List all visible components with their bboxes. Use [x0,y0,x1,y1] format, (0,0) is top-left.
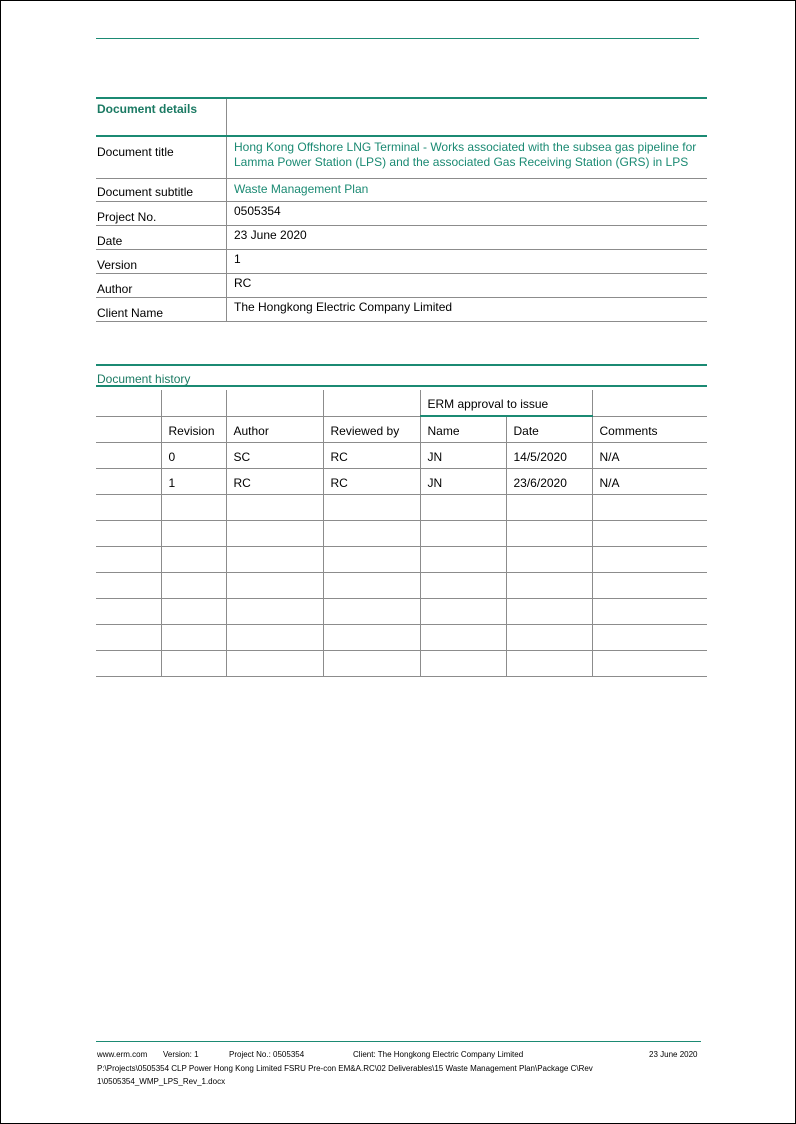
blank-cell [161,390,226,416]
project-no-label: Project No. [96,202,227,226]
empty-row [96,495,707,521]
history-group-header-row [96,390,707,416]
cell-name: JN [420,443,506,469]
cell-name: JN [420,469,506,495]
cell-author: SC [226,443,323,469]
document-subtitle-value: Waste Management Plan [227,179,708,202]
client-name-label: Client Name [96,298,227,322]
version-label: Version [96,250,227,274]
footer-version: Version: 1 [163,1050,199,1059]
col-reviewed-by: Reviewed by [323,416,420,443]
document-subtitle-label: Document subtitle [96,179,227,202]
document-details-table [96,97,707,322]
footer-project: Project No.: 0505354 [229,1050,305,1059]
empty-row [96,573,707,599]
history-column-header-row [96,416,707,443]
details-row [96,136,707,179]
version-value: 1 [227,250,708,274]
blank-cell [323,390,420,416]
cell-date: 14/5/2020 [506,443,592,469]
blank-cell [592,390,707,416]
details-header: Document details [96,98,227,136]
col-author: Author [226,416,323,443]
author-value: RC [227,274,708,298]
footer-website: www.erm.com [97,1050,148,1059]
cell-revision: 1 [161,469,226,495]
details-row [96,250,707,274]
date-value: 23 June 2020 [227,226,708,250]
blank-cell [96,416,161,443]
erm-approval-header: ERM approval to issue [420,390,592,416]
cell-author: RC [226,469,323,495]
empty-row [96,547,707,573]
document-history-table [96,390,707,677]
empty-row [96,651,707,677]
footer-date: 23 June 2020 [649,1050,698,1059]
details-row [96,298,707,322]
col-revision: Revision [161,416,226,443]
blank-cell [96,443,161,469]
empty-row [96,521,707,547]
document-title-label: Document title [96,136,227,179]
blank-cell [96,469,161,495]
footer-file-path-line1: P:\Projects\0505354 CLP Power Hong Kong Limited FSRU Pre-con EM&A.RC\02 Deliverables\15 Waste Management Plan\Package C\Rev [97,1064,593,1073]
client-name-value: The Hongkong Electric Company Limited [227,298,708,322]
details-row [96,226,707,250]
document-history-title: Document history [97,372,191,386]
document-title-value: Hong Kong Offshore LNG Terminal - Works associated with the subsea gas pipeline for Lamma Power Station (LPS) and the associated Gas Receiving Station (GRS) in LPS [227,136,708,179]
project-no-value: 0505354 [227,202,708,226]
blank-cell [96,390,161,416]
blank-cell [226,390,323,416]
cell-revision: 0 [161,443,226,469]
cell-comments: N/A [592,443,707,469]
table-row [96,443,707,469]
col-date: Date [506,416,592,443]
details-header-blank [227,98,708,136]
col-comments: Comments [592,416,707,443]
cell-reviewed-by: RC [323,469,420,495]
footer-client: Client: The Hongkong Electric Company Limited [353,1050,524,1059]
header-rule [96,38,699,39]
table-row [96,469,707,495]
details-row [96,179,707,202]
footer-file-path-line2: 1\0505354_WMP_LPS_Rev_1.docx [97,1077,226,1086]
cell-reviewed-by: RC [323,443,420,469]
empty-row [96,599,707,625]
details-header-row [96,98,707,136]
details-row [96,202,707,226]
document-history-heading [96,364,707,387]
author-label: Author [96,274,227,298]
empty-row [96,625,707,651]
cell-comments: N/A [592,469,707,495]
details-row [96,274,707,298]
col-name: Name [420,416,506,443]
cell-date: 23/6/2020 [506,469,592,495]
date-label: Date [96,226,227,250]
footer-rule [96,1041,701,1042]
